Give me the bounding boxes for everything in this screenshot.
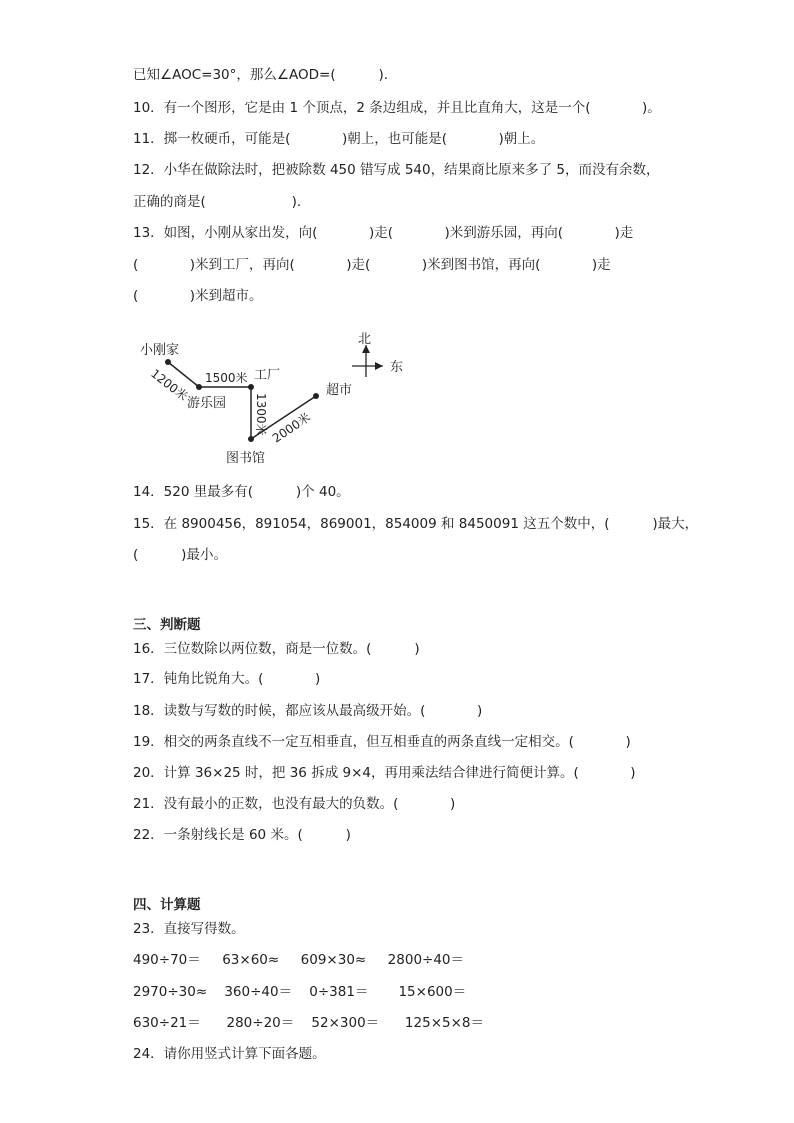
home-point (165, 359, 171, 365)
question-13-line-2: ( )米到工厂，再向( )走( )米到图书馆，再向( )走 (133, 257, 611, 273)
question-19: 19．相交的两条直线不一定互相垂直，但互相垂直的两条直线一定相交。( ) (133, 734, 631, 750)
question-15-line-2: ( )最小。 (133, 547, 227, 563)
question-12-line-2: 正确的商是( ). (133, 194, 302, 210)
question-11: 11．掷一枚硬币，可能是( )朝上，也可能是( )朝上。 (133, 131, 545, 147)
factory-point (248, 384, 254, 390)
market-label: 超市 (326, 383, 353, 398)
section-heading-judgement: 三、判断题 (133, 617, 201, 633)
home-label: 小刚家 (140, 343, 180, 358)
park-point (196, 384, 202, 390)
factory-label: 工厂 (254, 368, 281, 383)
north-label: 北 (358, 332, 372, 347)
calc-row-3: 630÷21＝ 280÷20＝ 52×300＝ 125×5×8＝ (133, 1015, 484, 1031)
question-20: 20．计算 36×25 时，把 36 拆成 9×4，再用乘法结合律进行简便计算。( ) (133, 765, 636, 781)
distance-library-market: 2000米 (269, 410, 313, 446)
calc-row-1: 490÷70＝ 63×60≈ 609×30≈ 2800÷40＝ (133, 952, 465, 968)
question-16: 16．三位数除以两位数，商是一位数。( ) (133, 641, 420, 657)
east-arrow-icon (375, 362, 383, 370)
question-23: 23．直接写得数。 (133, 921, 245, 937)
question-13-line-3: ( )米到超市。 (133, 288, 263, 304)
question-18: 18．读数与写数的时候，都应该从最高级开始。( ) (133, 703, 483, 719)
distance-park-factory: 1500米 (205, 371, 248, 385)
question-21: 21．没有最小的正数，也没有最大的负数。( ) (133, 796, 456, 812)
question-17: 17．钝角比锐角大。( ) (133, 671, 321, 687)
question-10: 10．有一个图形，它是由 1 个顶点，2 条边组成，并且比直角大，这是一个( )。 (133, 100, 661, 116)
park-label: 游乐园 (187, 396, 227, 411)
question-22: 22．一条射线长是 60 米。( ) (133, 827, 351, 843)
distance-home-park: 1200米 (148, 366, 191, 404)
question-12-line-1: 12．小华在做除法时，把被除数 450 错写成 540，结果商比原来多了 5，而没有余数， (133, 162, 660, 178)
question-15-line-1: 15．在 8900456，891054，869001，854009 和 8450091 这五个数中，( )最大， (133, 516, 699, 532)
library-point (248, 436, 254, 442)
market-point (313, 393, 319, 399)
distance-factory-library: 1300米 (254, 393, 268, 436)
east-label: 东 (390, 360, 404, 375)
question-13-line-1: 13．如图，小刚从家出发，向( )走( )米到游乐园，再向( )走 (133, 225, 634, 241)
route-map-figure (130, 325, 430, 475)
question-14: 14．520 里最多有( )个 40。 (133, 484, 350, 500)
calc-row-2: 2970÷30≈ 360÷40＝ 0÷381＝ 15×600＝ (133, 984, 467, 1000)
question-24: 24．请你用竖式计算下面各题。 (133, 1046, 326, 1062)
section-heading-calculation: 四、计算题 (133, 897, 201, 913)
library-label: 图书馆 (226, 451, 266, 466)
question-9-tail: 已知∠AOC=30°，那么∠AOD=( ). (133, 67, 389, 83)
